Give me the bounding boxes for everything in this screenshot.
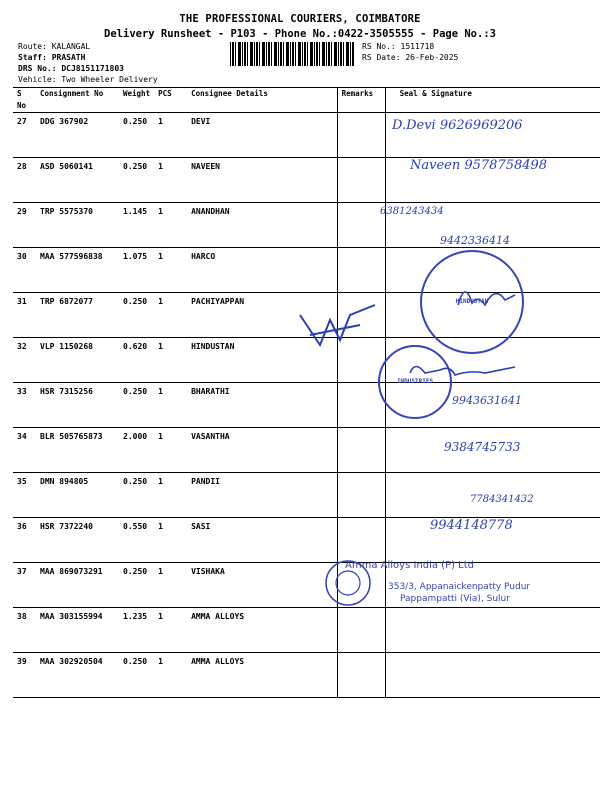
remarks-cell [337,203,385,248]
consignee-cell: SASI [187,518,337,563]
pcs-cell: 1 [154,608,187,653]
sno-cell: 39 [13,653,36,698]
sno-cell: 31 [13,293,36,338]
sno-cell: 30 [13,248,36,293]
sno-cell: 37 [13,563,36,608]
consignment-cell: TRP 6872077 [36,293,119,338]
consignee-cell: HINDUSTAN [187,338,337,383]
consignment-cell: DMN 894805 [36,473,119,518]
drs-number: DRS No.: DCJ8151171803 [18,64,124,73]
sno-cell: 36 [13,518,36,563]
handwritten-signature: 9442336414 [440,234,510,247]
sno-cell: 35 [13,473,36,518]
pcs-cell: 1 [154,158,187,203]
company-stamp: INDUSTRIES [378,345,452,419]
consignment-cell: MAA 303155994 [36,608,119,653]
weight-cell: 1.075 [119,248,154,293]
weight-cell: 0.250 [119,563,154,608]
consignee-cell: VISHAKA [187,563,337,608]
signature-cell [385,608,600,653]
signature-cell [385,653,600,698]
consignment-cell: HSR 7372240 [36,518,119,563]
col-pcs: PCS [154,88,187,113]
consignment-cell: MAA 577596838 [36,248,119,293]
consignment-cell: DDG 367902 [36,113,119,158]
consignment-cell: ASD 5060141 [36,158,119,203]
consignment-cell: HSR 7315256 [36,383,119,428]
handwritten-signature: 7784341432 [470,494,534,505]
stamp-line: 353/3, Appanaickenpatty Pudur [388,582,531,592]
consignee-cell: AMMA ALLOYS [187,653,337,698]
sno-cell: 32 [13,338,36,383]
sno-cell: 27 [13,113,36,158]
document-subtitle: Delivery Runsheet - P103 - Phone No.:0422-3505555 - Page No.:3 [104,28,496,40]
pcs-cell: 1 [154,428,187,473]
rs-date: RS Date: 26-Feb-2025 [362,53,459,62]
delivery-table [13,87,600,698]
document-title: THE PROFESSIONAL COURIERS, COIMBATORE [179,13,421,25]
consignee-cell: HARCO [187,248,337,293]
rs-number: RS No.: 1511718 [362,42,435,51]
stamp-logo [318,555,378,610]
consignee-cell: DEVI [187,113,337,158]
route-label: Route: KALANGAL [18,42,91,51]
col-weight: Weight [119,88,154,113]
consignee-cell: PANDII [187,473,337,518]
stamp-line: Amma Alloys India (P) Ltd [345,560,475,571]
weight-cell: 0.620 [119,338,154,383]
pcs-cell: 1 [154,473,187,518]
table-header-row [13,88,600,113]
pcs-cell: 1 [154,563,187,608]
weight-cell: 1.145 [119,203,154,248]
stamp-line: Pappampatti (Via), Sulur [400,594,510,604]
consignee-cell: AMMA ALLOYS [187,608,337,653]
pcs-cell: 1 [154,203,187,248]
weight-cell: 0.250 [119,158,154,203]
consignee-cell: VASANTHA [187,428,337,473]
pcs-cell: 1 [154,248,187,293]
weight-cell: 2.000 [119,428,154,473]
table-row [13,653,600,698]
remarks-cell [337,428,385,473]
consignee-cell: PACHIYAPPAN [187,293,337,338]
weight-cell: 0.250 [119,383,154,428]
handwritten-signature: Naveen 9578758498 [410,158,548,173]
barcode [230,42,355,66]
weight-cell: 0.250 [119,113,154,158]
table-row [13,203,600,248]
sno-cell: 33 [13,383,36,428]
remarks-cell [337,113,385,158]
handwritten-signature: 6381243434 [380,206,444,217]
sno-cell: 28 [13,158,36,203]
consignment-cell: MAA 869073291 [36,563,119,608]
handwritten-signature: 9944148778 [430,518,513,533]
pcs-cell: 1 [154,518,187,563]
remarks-cell [337,608,385,653]
remarks-cell [337,248,385,293]
weight-cell: 0.250 [119,653,154,698]
sno-cell: 38 [13,608,36,653]
col-consignment: Consignment No [36,88,119,113]
staff-label: Staff: PRASATH [18,53,86,62]
scribble-signature [290,295,390,355]
weight-cell: 0.250 [119,473,154,518]
sno-cell: 29 [13,203,36,248]
consignment-cell: MAA 302920504 [36,653,119,698]
pcs-cell: 1 [154,338,187,383]
consignment-cell: VLP 1150268 [36,338,119,383]
handwritten-signature: 9384745733 [444,440,521,454]
remarks-cell [337,158,385,203]
consignee-cell: NAVEEN [187,158,337,203]
col-sno: S No [13,88,36,113]
col-remarks: Remarks [337,88,385,113]
pcs-cell: 1 [154,383,187,428]
remarks-cell [337,473,385,518]
table-row [13,608,600,653]
consignment-cell: TRP 5575370 [36,203,119,248]
handwritten-signature: 9943631641 [452,394,522,407]
weight-cell: 1.235 [119,608,154,653]
pcs-cell: 1 [154,113,187,158]
pcs-cell: 1 [154,293,187,338]
weight-cell: 0.550 [119,518,154,563]
consignment-cell: BLR 505765873 [36,428,119,473]
pcs-cell: 1 [154,653,187,698]
consignee-cell: BHARATHI [187,383,337,428]
handwritten-signature: D.Devi 9626969206 [392,118,523,133]
consignee-cell: ANANDHAN [187,203,337,248]
sno-cell: 34 [13,428,36,473]
company-stamp: HINDUSTAN [420,250,524,354]
remarks-cell [337,653,385,698]
col-seal-signature: Seal & Signature [385,88,600,113]
vehicle-label: Vehicle: Two Wheeler Delivery [18,75,158,84]
weight-cell: 0.250 [119,293,154,338]
col-consignee: Consignee Details [187,88,337,113]
